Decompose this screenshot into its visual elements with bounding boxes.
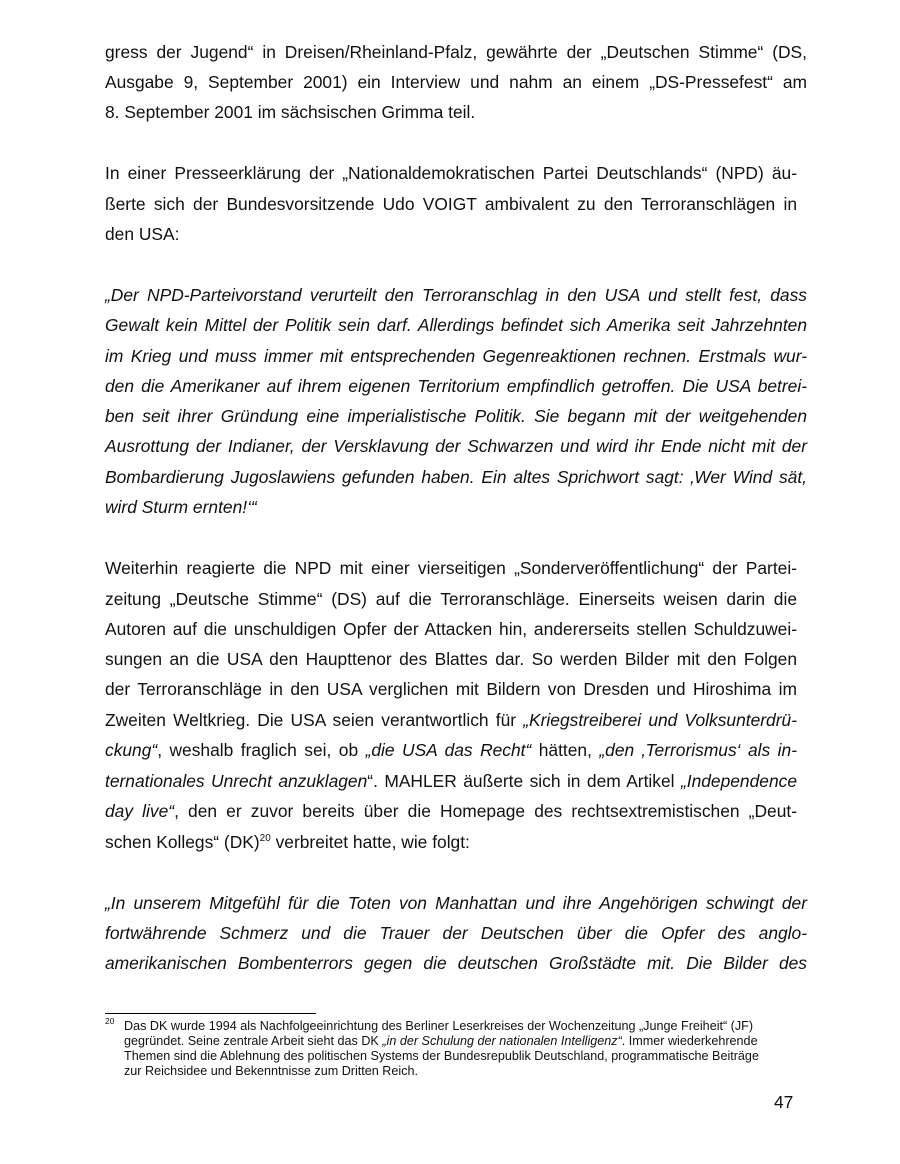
paragraph-2-line-2: ßerte sich der Bundesvorsitzende Udo VOIGT ambivalent zu den Terroranschlägen in bbox=[105, 194, 797, 214]
quote-1-line-5: ben seit ihrer Gründung eine imperialistische Politik. Sie begann mit der weitgehenden bbox=[105, 406, 807, 426]
paragraph-3-line-6 bbox=[105, 710, 797, 730]
footnote-line-1: Das DK wurde 1994 als Nachfolgeeinrichtung des Berliner Leserkreises der Wochenzeitung „Junge Freiheit“ (JF) bbox=[124, 1019, 754, 1033]
quote-fragment-terrorismus: „den ‚Terrorismus‘ als in- bbox=[599, 740, 797, 760]
footnote-line-2-text-a: gegründet. Seine zentrale Arbeit sieht das DK bbox=[124, 1034, 383, 1048]
paragraph-3-line-7-text-b: hätten, bbox=[531, 740, 600, 760]
quote-1-line-2: Gewalt kein Mittel der Politik sein darf. Allerdings befindet sich Amerika seit Jahrzehnten bbox=[105, 315, 807, 335]
paragraph-1-line-2: Ausgabe 9, September 2001) ein Interview und nahm an einem „DS-Pressefest“ am bbox=[105, 72, 807, 92]
paragraph-3-line-6-text: Zweiten Weltkrieg. Die USA seien verantwortlich für bbox=[105, 710, 524, 730]
footnote-separator bbox=[105, 1013, 316, 1014]
footnote-reference[interactable]: 20 bbox=[259, 833, 271, 844]
paragraph-3-line-4: sungen an die USA den Haupttenor des Blattes dar. So werden Bilder mit den Folgen bbox=[105, 649, 797, 669]
quote-1-line-4: den die Amerikaner auf ihrem eigenen Territorium empfindlich getroffen. Die USA betrei- bbox=[105, 376, 807, 396]
quote-1-line-7: Bombardierung Jugoslawiens gefunden haben. Ein altes Sprichwort sagt: ‚Wer Wind sät, bbox=[105, 467, 807, 487]
quote-1-line-8: wird Sturm ernten!‘“ bbox=[105, 497, 257, 517]
quote-fragment-unrecht: ternationales Unrecht anzuklagen bbox=[105, 771, 368, 791]
paragraph-3-line-9 bbox=[105, 801, 797, 821]
quote-1-line-3: im Krieg und muss immer mit entsprechenden Gegenreaktionen rechnen. Erstmals wur- bbox=[105, 346, 807, 366]
quote-fragment-usa-recht: „die USA das Recht“ bbox=[365, 740, 532, 760]
quote-2-line-2: fortwährende Schmerz und die Trauer der Deutschen über die Opfer des anglo- bbox=[105, 923, 807, 943]
quote-1-line-1: „Der NPD-Parteivorstand verurteilt den Terroranschlag in den USA und stellt fest, dass bbox=[105, 285, 807, 305]
footnote-quote: „in der Schulung der nationalen Intelligenz“ bbox=[382, 1034, 622, 1048]
paragraph-1-line-3: 8. September 2001 im sächsischen Grimma teil. bbox=[105, 102, 476, 122]
paragraph-1-line-1: gress der Jugend“ in Dreisen/Rheinland-Pfalz, gewährte der „Deutschen Stimme“ (DS, bbox=[105, 42, 807, 62]
quote-2-line-3: amerikanischen Bombenterrors gegen die deutschen Großstädte mit. Die Bilder des bbox=[105, 953, 807, 973]
quote-fragment-kriegstreiberei: „Kriegstreiberei und Volksunterdrü- bbox=[523, 710, 797, 730]
footnote-line-2-text-b: . Immer wiederkehrende bbox=[621, 1034, 758, 1048]
paragraph-3-line-7-text-a: , weshalb fraglich sei, ob bbox=[157, 740, 366, 760]
paragraph-2-line-3: den USA: bbox=[105, 224, 180, 244]
page-number: 47 bbox=[774, 1092, 794, 1112]
paragraph-3-line-2: zeitung „Deutsche Stimme“ (DS) auf die Terroranschläge. Einerseits weisen darin die bbox=[105, 589, 797, 609]
footnote-number: 20 bbox=[105, 1016, 115, 1026]
footnote-line-3: Themen sind die Ablehnung des politischen Systems der Bundesrepublik Deutschland, programmatische Beiträge bbox=[124, 1049, 759, 1063]
paragraph-3-line-10 bbox=[105, 832, 807, 852]
paragraph-3-line-8 bbox=[105, 771, 797, 791]
paragraph-3-line-10-text-a: schen Kollegs“ (DK) bbox=[105, 832, 260, 852]
paragraph-3-line-9-text: , den er zuvor bereits über die Homepage des rechtsextremistischen „Deut- bbox=[174, 801, 797, 821]
quote-2-line-1: „In unserem Mitgefühl für die Toten von Manhattan und ihre Angehörigen schwingt der bbox=[105, 893, 807, 913]
paragraph-3-line-10-text-b: verbreitet hatte, wie folgt: bbox=[270, 832, 470, 852]
quote-fragment-ckung: ckung“ bbox=[105, 740, 158, 760]
footnote-line-4: zur Reichsidee und Bekenntnisse zum Dritten Reich. bbox=[124, 1064, 418, 1078]
paragraph-3-line-3: Autoren auf die unschuldigen Opfer der Attacken hin, andererseits stellen Schuldzuwei- bbox=[105, 619, 797, 639]
footnote-line-2 bbox=[124, 1034, 758, 1049]
paragraph-3-line-1: Weiterhin reagierte die NPD mit einer vierseitigen „Sonderveröffentlichung“ der Partei- bbox=[105, 558, 797, 578]
paragraph-2-line-1: In einer Presseerklärung der „Nationaldemokratischen Partei Deutschlands“ (NPD) äu- bbox=[105, 163, 797, 183]
paragraph-3-line-8-text: “. MAHLER äußerte sich in dem Artikel bbox=[367, 771, 681, 791]
quote-1-line-6: Ausrottung der Indianer, der Versklavung der Schwarzen und wird ihr Ende nicht mit der bbox=[105, 436, 807, 456]
paragraph-3-line-5: der Terroranschläge in den USA verglichen mit Bildern von Dresden und Hiroshima im bbox=[105, 679, 797, 699]
article-title-independence: „Independence bbox=[680, 771, 797, 791]
paragraph-3-line-7 bbox=[105, 740, 797, 760]
article-title-day-live: day live“ bbox=[105, 801, 175, 821]
